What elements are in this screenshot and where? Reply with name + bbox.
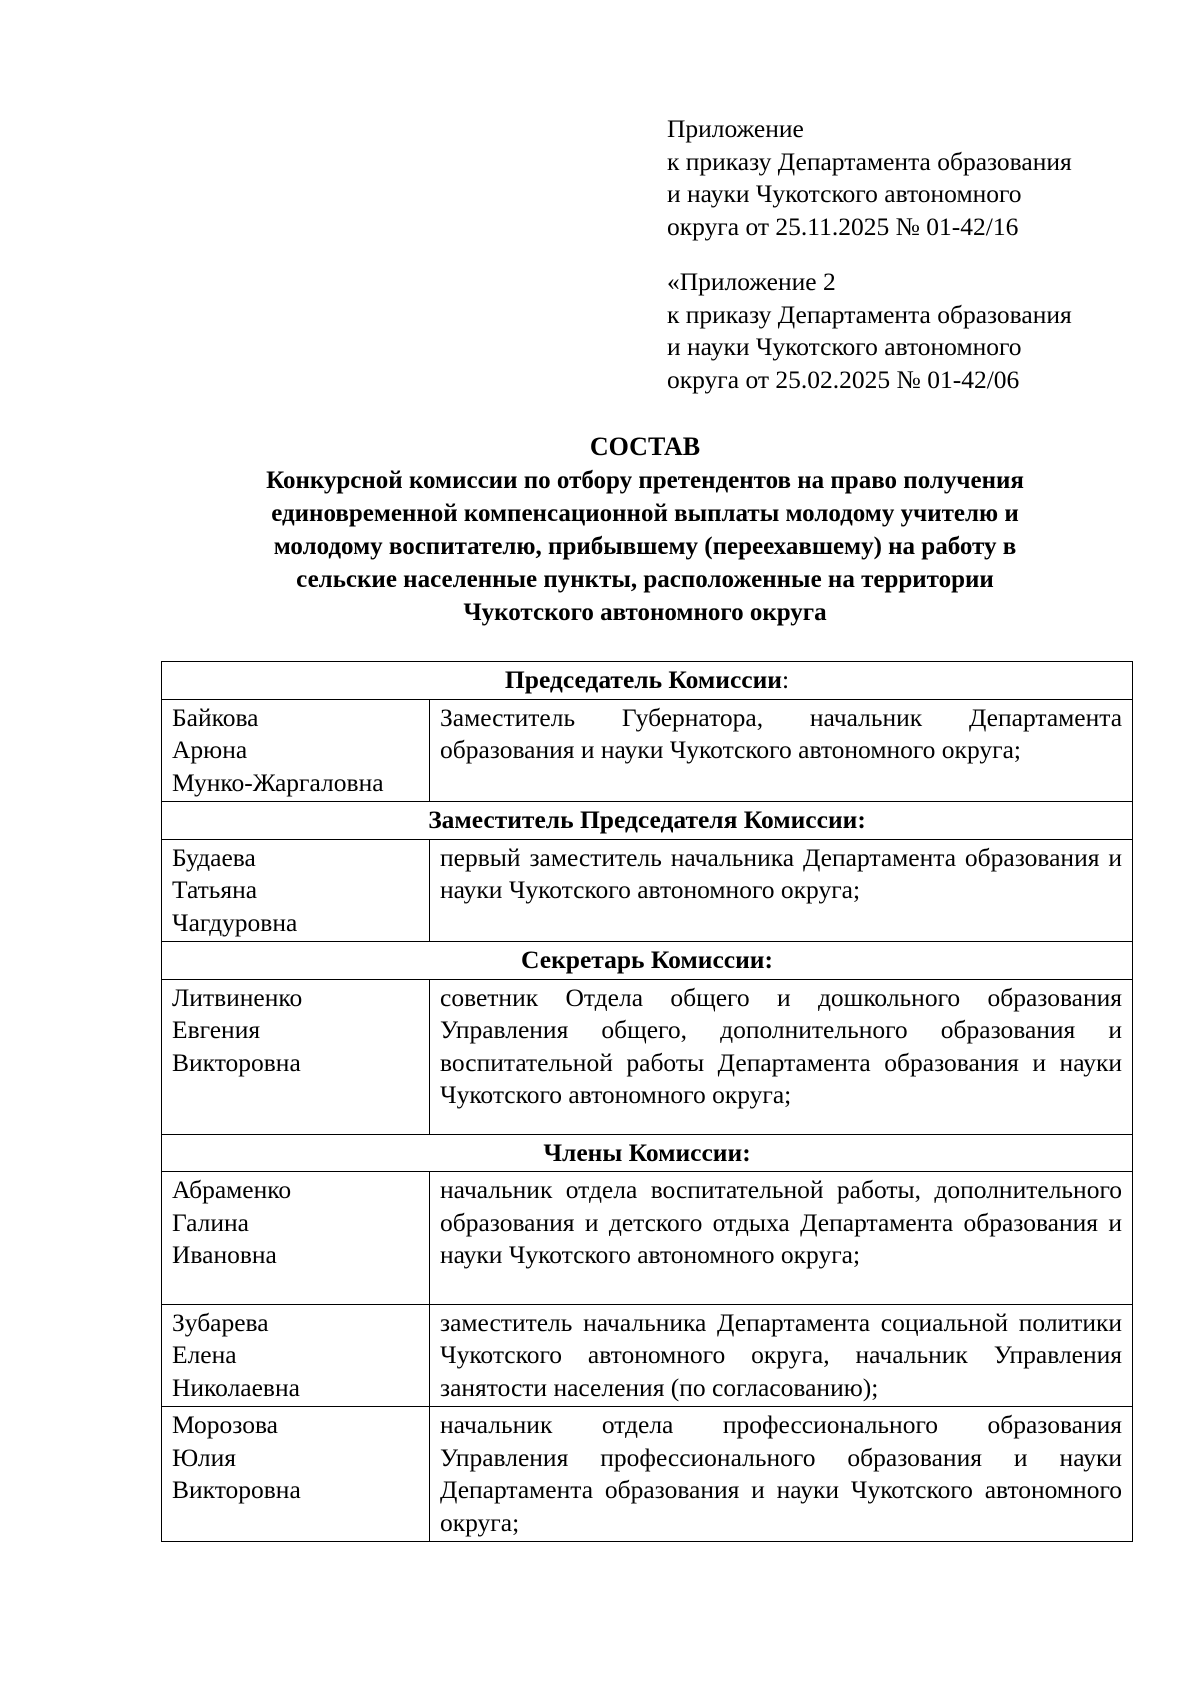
person-name-cell [162, 699, 430, 802]
person-patronymic: Чагдуровна [172, 907, 298, 937]
appendix-line: и науки Чукотского автономного [667, 179, 1022, 208]
person-role-cell: начальник отдела воспитательной работы, дополнительного образования и детского отдыха Департамента образования и науки Чукотского автономного округа; [430, 1172, 1133, 1305]
subtitle-line: сельские населенные пункты, расположенные на территории [296, 566, 994, 593]
table-row [162, 1304, 1133, 1407]
section-row-deputy [162, 802, 1133, 840]
person-surname: Абраменко [172, 1175, 292, 1204]
prior-appendix-line: «Приложение 2 [667, 267, 836, 296]
person-surname: Морозова [172, 1410, 278, 1439]
section-header-members: Члены Комиссии: [162, 1134, 1133, 1172]
person-first-name: Елена [172, 1340, 237, 1369]
prior-appendix-line: округа от 25.02.2025 № 01-42/06 [667, 364, 1020, 394]
prior-appendix-block [667, 266, 1137, 396]
section-header-colon: : [782, 665, 790, 694]
person-patronymic: Ивановна [172, 1240, 277, 1269]
document-heading [160, 430, 1130, 629]
section-row-secretary [162, 942, 1133, 980]
appendix-line: Приложение [667, 114, 804, 143]
section-row-members [162, 1134, 1133, 1172]
person-surname: Литвиненко [172, 982, 303, 1012]
person-patronymic: Викторовна [172, 1475, 301, 1504]
person-first-name: Галина [172, 1207, 249, 1237]
prior-appendix-line: и науки Чукотского автономного [667, 332, 1022, 361]
person-name-cell [162, 979, 430, 1134]
section-header-text: Председатель Комиссии [504, 665, 782, 694]
section-header-deputy: Заместитель Председателя Комиссии: [162, 802, 1133, 840]
subtitle-line: молодому воспитателю, прибывшему (переехавшему) на работу в [273, 533, 1017, 560]
subtitle-line: единовременной компенсационной выплаты молодому учителю и [271, 500, 1019, 527]
person-first-name: Юлия [172, 1442, 236, 1472]
person-patronymic: Викторовна [172, 1047, 301, 1077]
appendix-line: округа от 25.11.2025 № 01-42/16 [667, 211, 1019, 241]
subtitle-line: Конкурсной комиссии по отбору претендентов на право получения [266, 467, 1024, 494]
table-row [162, 1172, 1133, 1305]
commission-table [161, 661, 1133, 1542]
person-role-cell: первый заместитель начальника Департамента образования и науки Чукотского автономного округа; [430, 839, 1133, 942]
section-header-chairman [162, 662, 1133, 700]
person-surname: Зубарева [172, 1307, 269, 1337]
person-name-cell [162, 1304, 430, 1407]
section-header-secretary: Секретарь Комиссии: [162, 942, 1133, 980]
person-patronymic: Мунко-Жаргаловна [172, 767, 384, 797]
person-name-cell [162, 839, 430, 942]
table-row [162, 979, 1133, 1134]
appendix-block [667, 113, 1137, 396]
table-row [162, 1407, 1133, 1542]
person-first-name: Арюна [172, 735, 248, 764]
person-first-name: Татьяна [172, 875, 258, 904]
person-surname: Будаева [172, 842, 256, 872]
document-title: СОСТАВ [589, 432, 701, 461]
person-name-cell [162, 1407, 430, 1542]
person-name-cell [162, 1172, 430, 1305]
person-role-cell: начальник отдела профессионального образования Управления профессионального образования и науки Департамента образования и науки Чукотского автономного округа; [430, 1407, 1133, 1542]
subtitle-line: Чукотского автономного округа [463, 599, 827, 626]
person-role-cell: заместитель начальника Департамента социальной политики Чукотского автономного округа, начальник Управления занятости населения (по согласованию); [430, 1304, 1133, 1407]
appendix-line: к приказу Департамента образования [667, 146, 1072, 176]
section-row-chairman [162, 662, 1133, 700]
person-role-cell: советник Отдела общего и дошкольного образования Управления общего, дополнительного образования и воспитательной работы Департамента образования и науки Чукотского автономного округа; [430, 979, 1133, 1134]
prior-appendix-line: к приказу Департамента образования [667, 299, 1072, 329]
person-role-cell: Заместитель Губернатора, начальник Департамента образования и науки Чукотского автономного округа; [430, 699, 1133, 802]
person-surname: Байкова [172, 702, 259, 732]
person-patronymic: Николаевна [172, 1372, 300, 1402]
table-row [162, 839, 1133, 942]
table-row [162, 699, 1133, 802]
person-first-name: Евгения [172, 1015, 261, 1044]
